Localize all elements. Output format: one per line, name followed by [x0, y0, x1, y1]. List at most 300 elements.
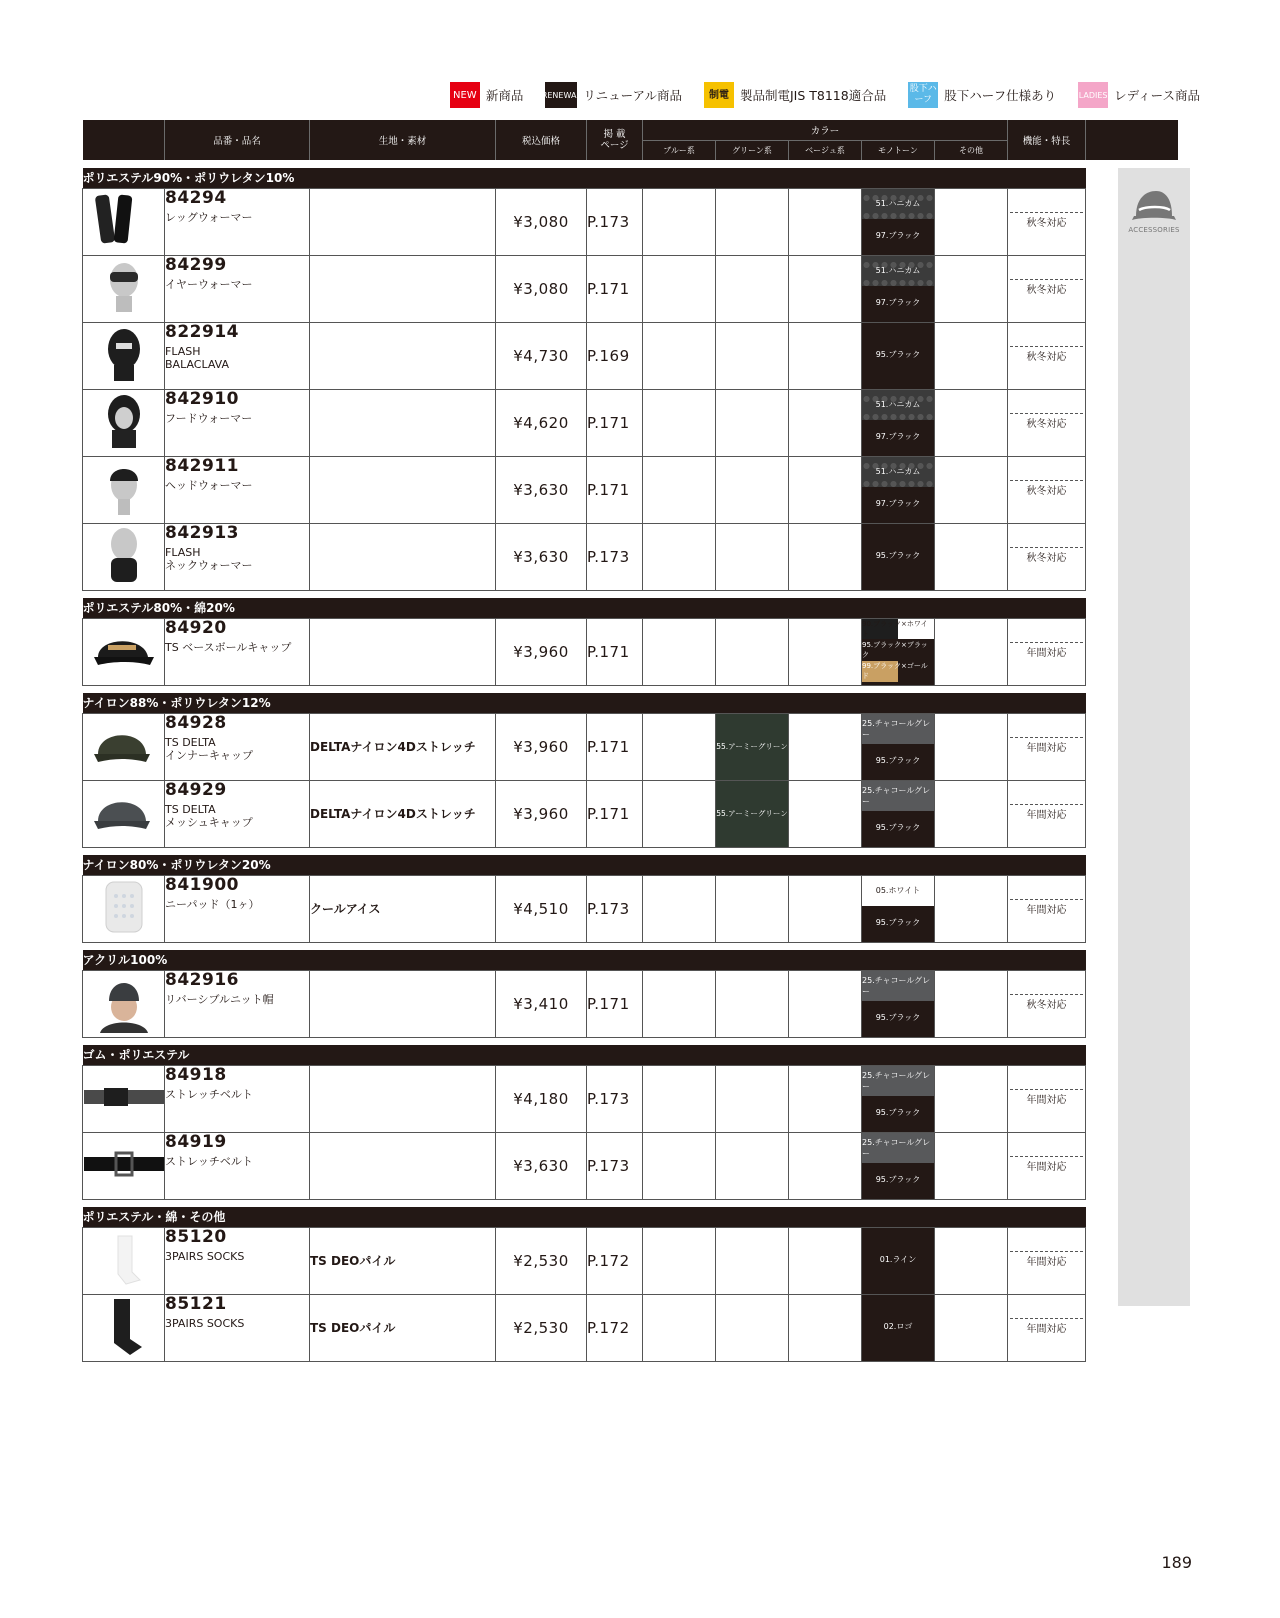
product-name: フードウォーマー	[165, 411, 253, 425]
section-spacer	[1086, 950, 1178, 970]
product-code: 842910	[165, 388, 239, 409]
feature-divider	[1010, 480, 1083, 481]
feature-divider	[1010, 899, 1083, 900]
row-spacer	[1086, 1227, 1178, 1294]
product-page: P.173	[587, 188, 643, 255]
product-image	[83, 456, 165, 523]
product-material	[310, 322, 496, 389]
product-image	[83, 875, 165, 942]
product-image	[83, 1132, 165, 1199]
color-blue	[643, 188, 716, 255]
section-spacer	[1086, 598, 1178, 618]
color-swatch: 95.ブラック	[862, 1097, 934, 1129]
color-blue	[643, 456, 716, 523]
legend-label: レディース商品	[1114, 88, 1200, 103]
color-swatch: 51.ハニカム	[862, 256, 934, 287]
product-page: P.171	[587, 970, 643, 1037]
table-row	[83, 618, 1178, 685]
product-page: P.171	[587, 255, 643, 322]
product-code-cell	[165, 523, 310, 590]
color-blue	[643, 1294, 716, 1361]
color-mono	[862, 1294, 935, 1361]
color-mono	[862, 1065, 935, 1132]
product-name: ヘッドウォーマー	[165, 478, 253, 492]
color-other	[935, 618, 1008, 685]
header-page-label: 掲 載 ページ	[600, 129, 629, 151]
product-material: TS DEOパイル	[310, 1227, 496, 1294]
feature-divider	[1010, 279, 1083, 280]
feature-divider	[1010, 413, 1083, 414]
color-other	[935, 1294, 1008, 1361]
product-code-cell	[165, 875, 310, 942]
product-name: リバーシブルニット帽	[165, 992, 274, 1006]
color-green	[716, 322, 789, 389]
product-image	[83, 780, 165, 847]
header-color-green: グリーン系	[716, 140, 789, 160]
product-material	[310, 970, 496, 1037]
product-name: TS ベースボールキャップ	[165, 640, 292, 654]
product-feature: 秋冬対応	[1026, 419, 1067, 430]
color-beige	[789, 255, 862, 322]
section-header: ゴム・ポリエステル	[83, 1045, 1086, 1065]
product-name: 3PAIRS SOCKS	[165, 1249, 245, 1263]
color-beige	[789, 875, 862, 942]
row-spacer	[1086, 523, 1178, 590]
color-other	[935, 970, 1008, 1037]
product-page: P.171	[587, 713, 643, 780]
header-code-name: 品番・品名	[165, 120, 310, 160]
section-gap	[83, 847, 1178, 855]
color-blue	[643, 618, 716, 685]
product-price: ¥2,530	[496, 1294, 587, 1361]
color-swatch: 51.ハニカム	[862, 390, 934, 421]
section-gap	[83, 160, 1178, 168]
product-page: P.171	[587, 389, 643, 456]
color-blue	[643, 713, 716, 780]
section-gap	[83, 942, 1178, 950]
color-swatch: 90.ブラック×ホワイト	[862, 619, 934, 639]
row-spacer	[1086, 1132, 1178, 1199]
color-other	[935, 255, 1008, 322]
color-beige	[789, 322, 862, 389]
color-mono	[862, 970, 935, 1037]
product-code: 822914	[165, 321, 239, 342]
product-code: 84294	[165, 187, 227, 208]
product-code: 84920	[165, 617, 227, 638]
table-row	[83, 255, 1178, 322]
color-swatch: 97.ブラック	[862, 421, 934, 453]
product-price: ¥4,620	[496, 389, 587, 456]
legend-label: 新商品	[485, 88, 524, 103]
color-swatch: 99.ブラック×ゴールド	[862, 661, 934, 682]
color-blue	[643, 1227, 716, 1294]
legend-badge-sei: 制電	[704, 82, 734, 108]
product-material	[310, 456, 496, 523]
color-beige	[789, 1294, 862, 1361]
product-material	[310, 618, 496, 685]
color-mono	[862, 188, 935, 255]
color-mono	[862, 456, 935, 523]
product-code: 841900	[165, 874, 239, 895]
row-spacer	[1086, 322, 1178, 389]
product-feature-cell	[1008, 875, 1086, 942]
product-feature: 秋冬対応	[1026, 352, 1067, 363]
color-beige	[789, 188, 862, 255]
product-feature-cell	[1008, 523, 1086, 590]
color-swatch: 25.チャコールグレー	[862, 1133, 934, 1164]
section-gap	[83, 685, 1178, 693]
product-feature-cell	[1008, 255, 1086, 322]
color-swatch: 25.チャコールグレー	[862, 781, 934, 812]
feature-divider	[1010, 804, 1083, 805]
product-page: P.173	[587, 1065, 643, 1132]
feature-divider	[1010, 737, 1083, 738]
row-spacer	[1086, 618, 1178, 685]
color-mono	[862, 780, 935, 847]
color-green	[716, 523, 789, 590]
product-price: ¥3,630	[496, 1132, 587, 1199]
product-price: ¥3,960	[496, 618, 587, 685]
product-feature: 年間対応	[1026, 648, 1067, 659]
page-number: 189	[1161, 1553, 1192, 1572]
color-swatch: 95.ブラック	[862, 745, 934, 777]
table-row	[83, 389, 1178, 456]
product-feature: 年間対応	[1026, 1162, 1067, 1173]
product-feature: 秋冬対応	[1026, 218, 1067, 229]
product-image	[83, 188, 165, 255]
color-swatch: 95.ブラック	[862, 524, 934, 587]
legend-badge-ren: RENEWAL	[545, 82, 577, 108]
product-feature-cell	[1008, 1065, 1086, 1132]
section-header: ナイロン88%・ポリウレタン12%	[83, 693, 1086, 713]
product-feature-cell	[1008, 1227, 1086, 1294]
color-swatch: 25.チャコールグレー	[862, 1066, 934, 1097]
product-name: TS DELTA インナーキャップ	[165, 735, 253, 762]
product-feature: 年間対応	[1026, 905, 1067, 916]
product-page: P.171	[587, 456, 643, 523]
color-other	[935, 875, 1008, 942]
product-material: DELTAナイロン4Dストレッチ	[310, 780, 496, 847]
product-code-cell	[165, 1227, 310, 1294]
swatch-green: 55.アーミーグリーン	[716, 809, 788, 818]
product-code: 842916	[165, 969, 239, 990]
table-row	[83, 1065, 1178, 1132]
sidebar-label: ACCESSORIES	[1128, 226, 1180, 234]
color-swatch: 02.ロゴ	[862, 1295, 934, 1358]
header-spacer	[1086, 120, 1178, 160]
product-feature-cell	[1008, 713, 1086, 780]
product-code-cell	[165, 322, 310, 389]
product-feature-cell	[1008, 1294, 1086, 1361]
product-price: ¥3,080	[496, 255, 587, 322]
section-header: ナイロン80%・ポリウレタン20%	[83, 855, 1086, 875]
product-code-cell	[165, 456, 310, 523]
product-material	[310, 1132, 496, 1199]
feature-divider	[1010, 1318, 1083, 1319]
row-spacer	[1086, 713, 1178, 780]
product-feature: 年間対応	[1026, 810, 1067, 821]
color-mono	[862, 618, 935, 685]
color-other	[935, 188, 1008, 255]
color-green	[716, 713, 789, 780]
product-feature-cell	[1008, 1132, 1086, 1199]
product-code: 85121	[165, 1293, 227, 1314]
legend-item	[908, 82, 1056, 108]
product-table	[82, 120, 1178, 1362]
product-feature: 年間対応	[1026, 743, 1067, 754]
section-spacer	[1086, 168, 1178, 188]
color-swatch: 95.ブラック×ブラック	[862, 640, 934, 660]
product-code-cell	[165, 188, 310, 255]
table-row	[83, 188, 1178, 255]
color-swatch: 95.ブラック	[862, 1164, 934, 1196]
color-blue	[643, 523, 716, 590]
row-spacer	[1086, 875, 1178, 942]
section-header: アクリル100%	[83, 950, 1086, 970]
product-feature-cell	[1008, 188, 1086, 255]
product-code-cell	[165, 970, 310, 1037]
product-code: 84299	[165, 254, 227, 275]
color-swatch: 05.ホワイト	[862, 876, 934, 907]
header-color-beige: ベージュ系	[789, 140, 862, 160]
color-swatch: 95.ブラック	[862, 1002, 934, 1034]
product-code: 84918	[165, 1064, 227, 1085]
color-green	[716, 780, 789, 847]
color-swatch: 25.チャコールグレー	[862, 971, 934, 1002]
color-beige	[789, 456, 862, 523]
product-material: DELTAナイロン4Dストレッチ	[310, 713, 496, 780]
table-row	[83, 456, 1178, 523]
color-green	[716, 188, 789, 255]
color-blue	[643, 1065, 716, 1132]
header-image	[83, 120, 165, 160]
legend	[450, 82, 1200, 108]
product-feature-cell	[1008, 456, 1086, 523]
row-spacer	[1086, 1294, 1178, 1361]
color-blue	[643, 389, 716, 456]
color-other	[935, 523, 1008, 590]
color-green	[716, 1294, 789, 1361]
product-code-cell	[165, 389, 310, 456]
product-feature-cell	[1008, 970, 1086, 1037]
table-row	[83, 875, 1178, 942]
feature-divider	[1010, 1156, 1083, 1157]
product-image	[83, 523, 165, 590]
swatch-green: 55.アーミーグリーン	[716, 742, 788, 751]
product-image	[83, 970, 165, 1037]
section-gap	[83, 1199, 1178, 1207]
product-price: ¥3,960	[496, 713, 587, 780]
color-beige	[789, 389, 862, 456]
product-material	[310, 188, 496, 255]
row-spacer	[1086, 389, 1178, 456]
legend-badge-lad: LADIES	[1078, 82, 1108, 108]
feature-divider	[1010, 547, 1083, 548]
legend-item	[1078, 82, 1200, 108]
product-material: TS DEOパイル	[310, 1294, 496, 1361]
section-spacer	[1086, 1045, 1178, 1065]
color-other	[935, 456, 1008, 523]
row-spacer	[1086, 970, 1178, 1037]
product-feature: 年間対応	[1026, 1257, 1067, 1268]
product-code-cell	[165, 780, 310, 847]
product-price: ¥3,630	[496, 523, 587, 590]
header-color: カラー	[643, 120, 1008, 140]
header-price: 税込価格	[496, 120, 587, 160]
feature-divider	[1010, 1251, 1083, 1252]
product-material: クールアイス	[310, 875, 496, 942]
product-material	[310, 255, 496, 322]
legend-item	[450, 82, 524, 108]
product-feature: 年間対応	[1026, 1324, 1067, 1335]
product-price: ¥3,630	[496, 456, 587, 523]
color-swatch: 01.ライン	[862, 1228, 934, 1291]
product-image	[83, 618, 165, 685]
feature-divider	[1010, 212, 1083, 213]
color-other	[935, 1132, 1008, 1199]
product-image	[83, 255, 165, 322]
row-spacer	[1086, 1065, 1178, 1132]
color-blue	[643, 780, 716, 847]
legend-label: 股下ハーフ仕様あり	[944, 88, 1057, 103]
header-color-other: その他	[935, 140, 1008, 160]
color-swatch: 97.ブラック	[862, 220, 934, 252]
color-swatch: 97.ブラック	[862, 287, 934, 319]
header-feature: 機能・特長	[1008, 120, 1086, 160]
section-header: ポリエステル80%・綿20%	[83, 598, 1086, 618]
product-feature-cell	[1008, 618, 1086, 685]
product-name: TS DELTA メッシュキャップ	[165, 802, 253, 829]
product-image	[83, 389, 165, 456]
row-spacer	[1086, 780, 1178, 847]
color-swatch: 95.ブラック	[862, 323, 934, 386]
row-spacer	[1086, 255, 1178, 322]
product-name: FLASH ネックウォーマー	[165, 545, 253, 572]
color-green	[716, 875, 789, 942]
color-beige	[789, 1132, 862, 1199]
color-green	[716, 618, 789, 685]
color-green	[716, 255, 789, 322]
section-spacer	[1086, 855, 1178, 875]
product-image	[83, 322, 165, 389]
color-green	[716, 1065, 789, 1132]
product-page: P.169	[587, 322, 643, 389]
product-code-cell	[165, 1065, 310, 1132]
product-feature-cell	[1008, 780, 1086, 847]
product-code: 85120	[165, 1226, 227, 1247]
table-row	[83, 713, 1178, 780]
color-swatch: 25.チャコールグレー	[862, 714, 934, 745]
color-other	[935, 713, 1008, 780]
color-swatch: 97.ブラック	[862, 488, 934, 520]
color-mono	[862, 1132, 935, 1199]
product-name: ストレッチベルト	[165, 1154, 253, 1168]
product-image	[83, 713, 165, 780]
color-green	[716, 389, 789, 456]
product-code: 84929	[165, 779, 227, 800]
table-row	[83, 1227, 1178, 1294]
feature-divider	[1010, 642, 1083, 643]
product-page: P.172	[587, 1294, 643, 1361]
section-header: ポリエステル90%・ポリウレタン10%	[83, 168, 1086, 188]
color-mono	[862, 389, 935, 456]
table-row	[83, 780, 1178, 847]
color-mono	[862, 255, 935, 322]
color-blue	[643, 875, 716, 942]
product-material	[310, 1065, 496, 1132]
color-blue	[643, 1132, 716, 1199]
section-gap	[83, 590, 1178, 598]
legend-item	[541, 82, 682, 108]
header-color-blue: ブルー系	[643, 140, 716, 160]
feature-divider	[1010, 1089, 1083, 1090]
color-other	[935, 780, 1008, 847]
color-swatch: 95.ブラック	[862, 812, 934, 844]
product-price: ¥4,730	[496, 322, 587, 389]
header-material: 生地・素材	[310, 120, 496, 160]
product-image	[83, 1294, 165, 1361]
table-row	[83, 1294, 1178, 1361]
product-page: P.171	[587, 618, 643, 685]
product-price: ¥4,510	[496, 875, 587, 942]
legend-badge-new: NEW	[450, 82, 480, 108]
product-code-cell	[165, 1132, 310, 1199]
section-spacer	[1086, 693, 1178, 713]
product-page: P.173	[587, 523, 643, 590]
product-name: イヤーウォーマー	[165, 277, 253, 291]
color-other	[935, 1065, 1008, 1132]
color-green	[716, 1227, 789, 1294]
product-name: 3PAIRS SOCKS	[165, 1316, 245, 1330]
legend-badge-mata: 股下ハーフ	[908, 82, 938, 108]
product-page: P.172	[587, 1227, 643, 1294]
row-spacer	[1086, 188, 1178, 255]
color-mono	[862, 523, 935, 590]
color-green	[716, 456, 789, 523]
color-beige	[789, 1065, 862, 1132]
color-beige	[789, 1227, 862, 1294]
color-beige	[789, 780, 862, 847]
product-feature: 秋冬対応	[1026, 486, 1067, 497]
color-beige	[789, 523, 862, 590]
section-spacer	[1086, 1207, 1178, 1227]
color-mono	[862, 875, 935, 942]
feature-divider	[1010, 994, 1083, 995]
legend-item	[704, 82, 886, 108]
product-image	[83, 1065, 165, 1132]
color-swatch: 51.ハニカム	[862, 189, 934, 220]
table-row	[83, 322, 1178, 389]
color-beige	[789, 713, 862, 780]
product-image	[83, 1227, 165, 1294]
product-name: レッグウォーマー	[165, 210, 253, 224]
feature-divider	[1010, 346, 1083, 347]
product-name: ニーパッド（1ヶ）	[165, 897, 260, 911]
color-mono	[862, 1227, 935, 1294]
product-material	[310, 523, 496, 590]
color-mono	[862, 713, 935, 780]
section-gap	[83, 1037, 1178, 1045]
color-swatch: 51.ハニカム	[862, 457, 934, 488]
color-other	[935, 322, 1008, 389]
product-material	[310, 389, 496, 456]
product-price: ¥3,960	[496, 780, 587, 847]
product-code: 842911	[165, 455, 239, 476]
product-code: 842913	[165, 522, 239, 543]
color-beige	[789, 970, 862, 1037]
product-name: ストレッチベルト	[165, 1087, 253, 1101]
product-code: 84919	[165, 1131, 227, 1152]
